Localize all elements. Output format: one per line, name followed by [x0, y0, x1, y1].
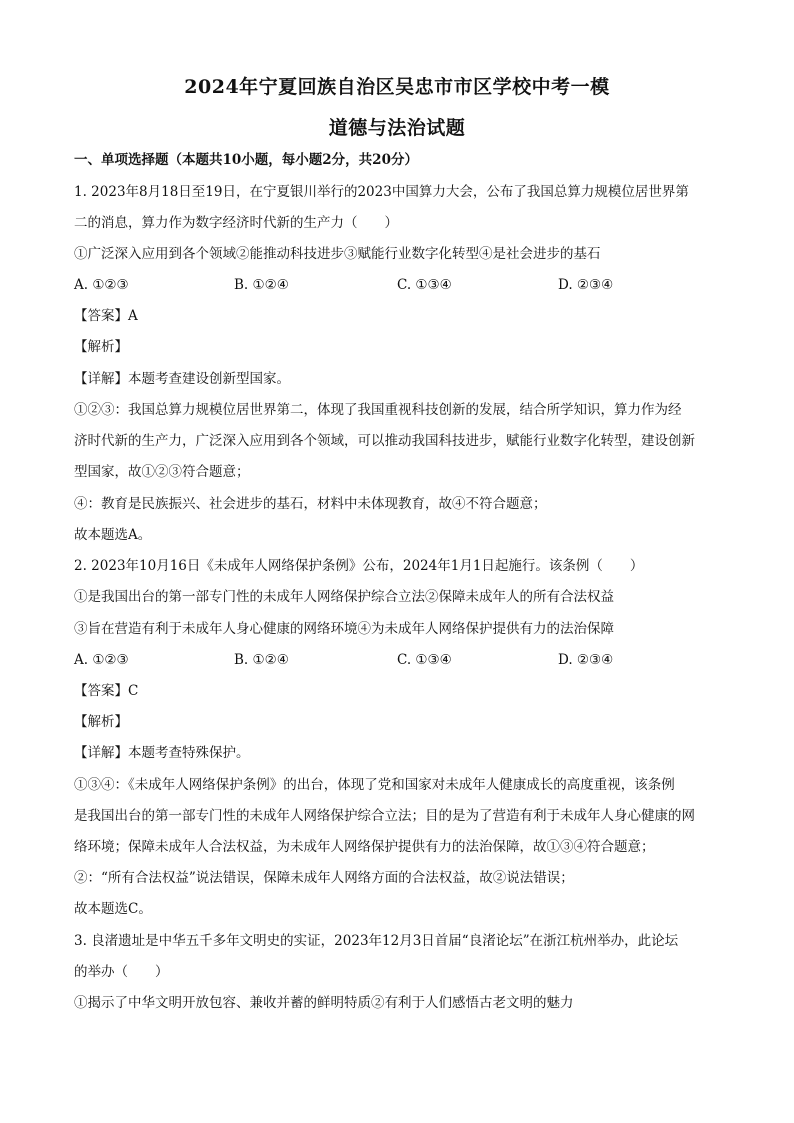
q3-stem-line2: 的举办（ ） [74, 964, 169, 980]
q1-statements: ①广泛深入应用到各个领域②能推动科技进步③赋能行业数字化转型④是社会进步的基石 [74, 246, 601, 262]
q1-stem-line2: 二的消息，算力作为数字经济时代新的生产力（ ） [74, 215, 398, 231]
q2-analysis-label: 【解析】 [74, 714, 128, 730]
q1-option-a: A. ①②③ [74, 277, 129, 293]
section-heading: 一、单项选择题（本题共10小题，每小题2分，共20分） [74, 152, 418, 168]
q1-option-c: C. ①③④ [397, 277, 452, 293]
q1-option-d: D. ②③④ [558, 277, 614, 293]
q1-detail: 【详解】本题考查建设创新型国家。 [74, 371, 290, 387]
q1-conclusion: 故本题选A。 [74, 527, 152, 543]
q2-stem-line1: 2. 2023年10月16日《未成年人网络保护条例》公布，2024年1月1日起施行。该条例（ ） [74, 558, 644, 574]
q1-explain1-line1: ①②③：我国总算力规模位居世界第二，体现了我国重视科技创新的发展，结合所学知识，算力作为经 [74, 402, 682, 418]
q2-option-b: B. ①②④ [234, 652, 289, 668]
q2-option-a: A. ①②③ [74, 652, 129, 668]
q2-explain2: ②：“所有合法权益”说法错误，保障未成年人网络方面的合法权益，故②说法错误； [74, 870, 574, 886]
q2-answer: 【答案】C [74, 683, 139, 699]
q3-statements-line1: ①揭示了中华文明开放包容、兼收并蓄的鲜明特质②有利于人们感悟古老文明的魅力 [74, 995, 574, 1011]
q1-option-b: B. ①②④ [234, 277, 289, 293]
q1-stem-line1: 1. 2023年8月18日至19日，在宁夏银川举行的2023中国算力大会，公布了我国总算力规模位居世界第 [74, 184, 689, 200]
q1-explain2: ④：教育是民族振兴、社会进步的基石，材料中未体现教育，故④不符合题意； [74, 496, 547, 512]
q2-detail: 【详解】本题考查特殊保护。 [74, 745, 250, 761]
q1-answer: 【答案】A [74, 308, 138, 324]
q2-explain1-line2: 是我国出台的第一部专门性的未成年人网络保护综合立法；目的是为了营造有利于未成年人身心健康的网 [74, 808, 695, 824]
q2-statements-line2: ③旨在营造有利于未成年人身心健康的网络环境④为未成年人网络保护提供有力的法治保障 [74, 621, 614, 637]
q2-statements-line1: ①是我国出台的第一部专门性的未成年人网络保护综合立法②保障未成年人的所有合法权益 [74, 589, 614, 605]
q2-conclusion: 故本题选C。 [74, 901, 152, 917]
q2-option-d: D. ②③④ [558, 652, 614, 668]
q1-analysis-label: 【解析】 [74, 339, 128, 355]
q2-explain1-line3: 络环境；保障未成年人合法权益，为未成年人网络保护提供有力的法治保障，故①③④符合题意； [74, 839, 655, 855]
document-subtitle: 道德与法治试题 [328, 117, 466, 139]
q2-option-c: C. ①③④ [397, 652, 452, 668]
q2-explain1-line1: ①③④：《未成年人网络保护条例》的出台，体现了党和国家对未成年人健康成长的高度重视，该条例 [74, 777, 675, 793]
document-title: 2024年宁夏回族自治区吴忠市市区学校中考一模 [184, 76, 610, 98]
q3-stem-line1: 3. 良渚遗址是中华五千多年文明史的实证，2023年12月3日首届“良渚论坛”在浙江杭州举办，此论坛 [74, 933, 679, 949]
q1-explain1-line3: 型国家，故①②③符合题意； [74, 464, 250, 480]
q1-explain1-line2: 济时代新的生产力，广泛深入应用到各个领域，可以推动我国科技进步，赋能行业数字化转型，建设创新 [74, 433, 695, 449]
